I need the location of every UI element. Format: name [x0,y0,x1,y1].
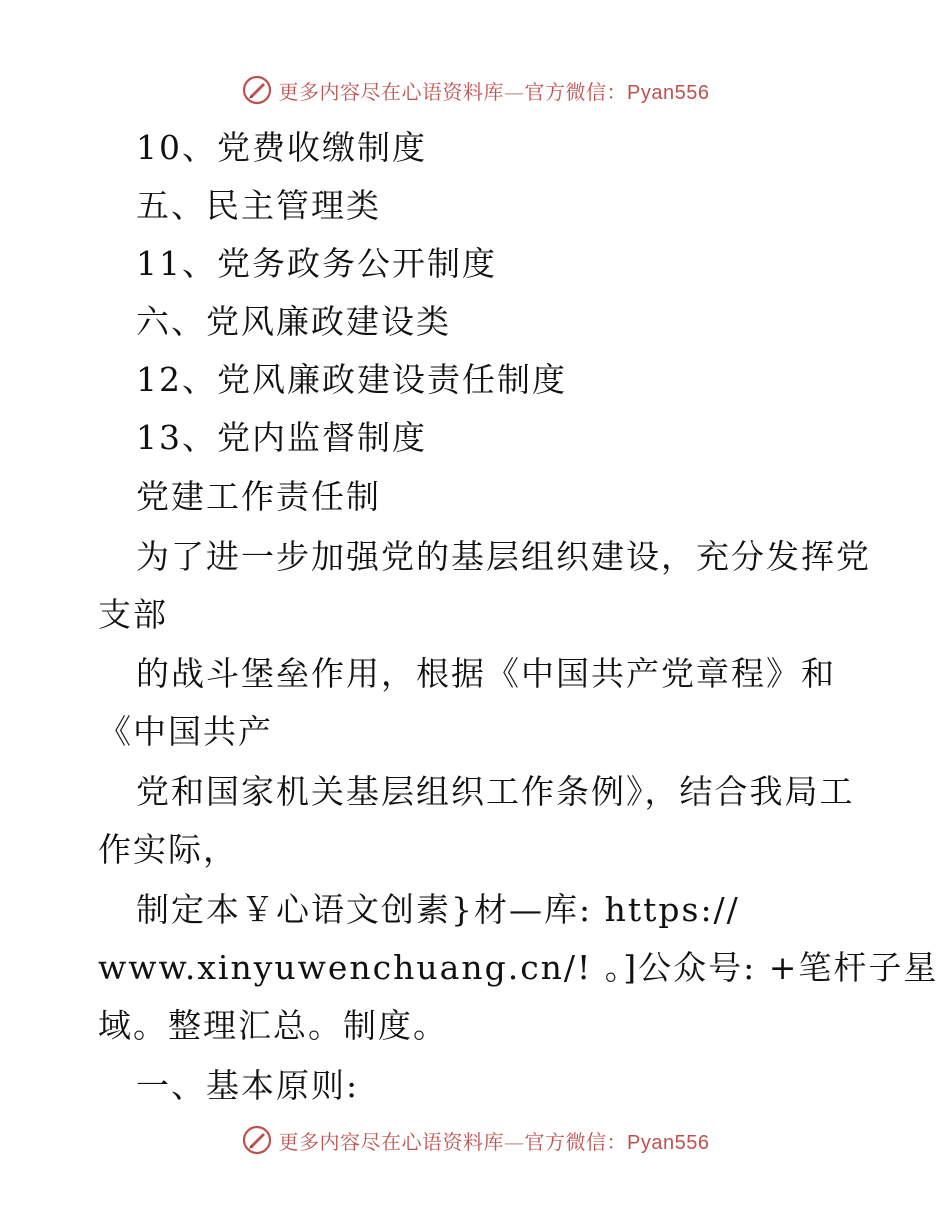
section-heading: 五、民主管理类 [136,186,381,225]
section-heading: 一、基本原则: [136,1066,360,1105]
text-line: 12、党风廉政建设责任制度 [136,360,567,399]
footer-watermark [0,1120,950,1160]
paragraph-line: 为了进一步加强党的基层组织建设，充分发挥党 [136,537,871,576]
watermark-text: 更多内容尽在心语资料库—官方微信：Pyan556 [278,79,710,104]
paragraph-line: 党和国家机关基层组织工作条例》，结合我局工 [136,772,855,811]
paragraph-line: 制定本￥心语文创素}材—库: https:// [136,890,740,929]
text-line: 13、党内监督制度 [136,418,427,457]
paragraph-line: 域。整理汇总。制度。 [98,1006,448,1045]
paragraph-line: 《中国共产 [98,712,273,751]
quill-seal-icon [241,1124,273,1156]
paragraph-line: www.xinyuwenchuang.cn/! 。]公众号: +笔杆子星 [98,948,939,987]
paragraph-line: 作实际， [98,830,238,869]
text-line: 11、党务政务公开制度 [136,244,497,283]
section-heading: 六、党风廉政建设类 [136,302,451,341]
document-title: 党建工作责任制 [136,477,381,516]
text-line: 10、党费收缴制度 [136,128,427,167]
watermark-text: 更多内容尽在心语资料库—官方微信：Pyan556 [278,1129,710,1154]
paragraph-line: 的战斗堡垒作用，根据《中国共产党章程》和 [136,654,836,693]
paragraph-line: 支部 [98,595,168,634]
